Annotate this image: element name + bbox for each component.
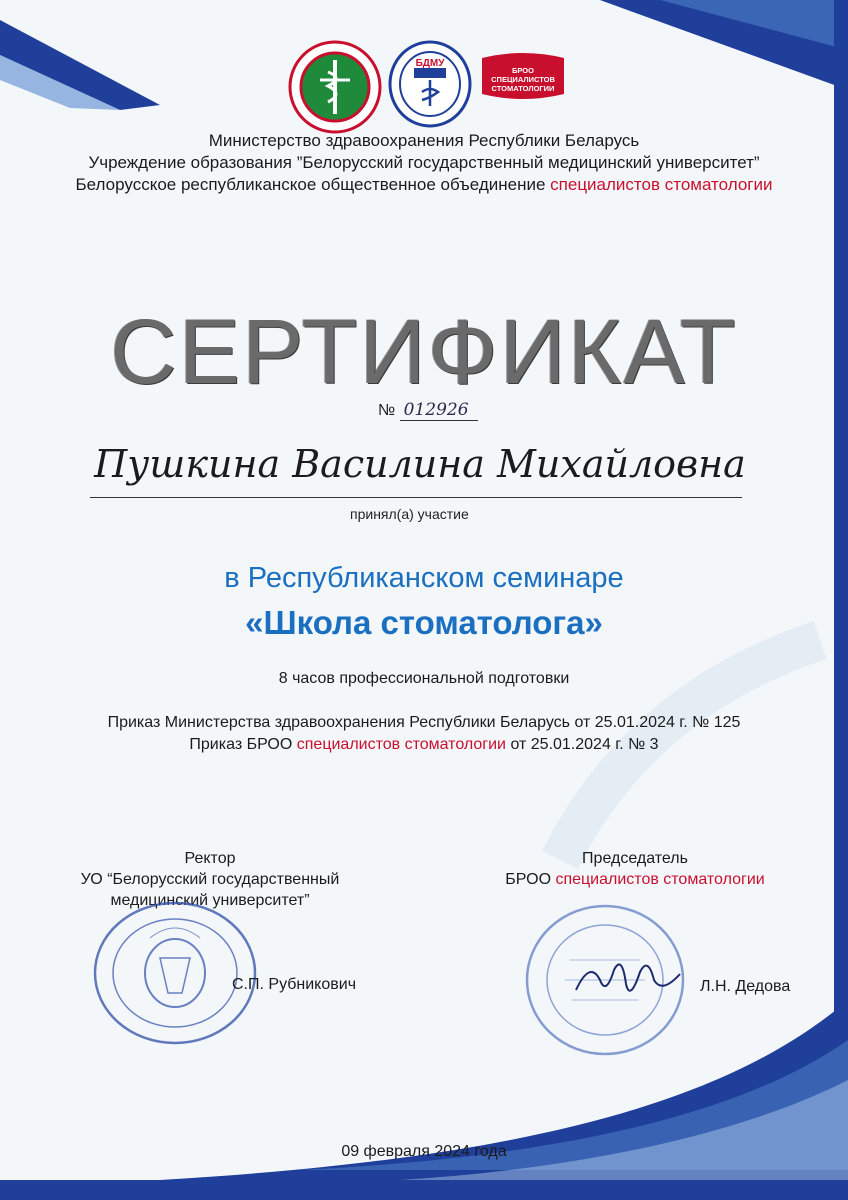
certificate-number <box>378 400 478 421</box>
bsmu-logo-text: БДМУ <box>415 58 445 69</box>
association-order-suffix: от 25.01.2024 г. № 3 <box>506 736 659 753</box>
training-hours: 8 часов профессиональной подготовки <box>278 670 570 687</box>
right-signature-org <box>440 869 830 890</box>
right-signature-name: Л.Н. Дедова <box>700 978 791 995</box>
broo-logo <box>478 52 568 100</box>
header-ministry: Министерство здравоохранения Республики Беларусь <box>208 131 640 150</box>
ministry-order: Приказ Министерства здравоохранения Республики Беларусь от 25.01.2024 г. № 125 <box>107 714 741 731</box>
left-signature-org-line2: медицинский университет” <box>110 892 310 909</box>
right-signature-role: Председатель <box>582 850 688 867</box>
association-order-accent: специалистов стоматологии <box>296 736 506 753</box>
issue-date: 09 февраля 2024 года <box>341 1143 507 1160</box>
university-stamp <box>90 898 260 1048</box>
header-association <box>0 174 848 196</box>
recipient-underline <box>90 497 742 498</box>
association-order-prefix: Приказ БРОО <box>189 736 297 753</box>
bsmu-logo <box>388 40 472 128</box>
broo-logo-text: БРОО СПЕЦИАЛИСТОВ СТОМАТОЛОГИИ <box>491 66 555 93</box>
header-association-accent: специалистов стоматологии <box>550 175 773 194</box>
header-association-prefix: Белорусское республиканское общественное объединение <box>75 175 551 194</box>
left-signature-name: С.П. Рубникович <box>232 976 357 993</box>
right-signature-org-prefix: БРОО <box>505 871 556 888</box>
handwritten-signature <box>570 950 690 1010</box>
ministry-logo <box>288 40 382 134</box>
bottom-edge-border <box>0 1180 848 1200</box>
event-line: в Республиканском семинаре <box>224 562 624 594</box>
right-signature-org-accent: специалистов стоматологии <box>555 871 765 888</box>
association-order <box>0 736 848 754</box>
certificate-title: СЕРТИФИКАТ <box>110 301 738 403</box>
recipient-caption: принял(а) участие <box>350 506 469 522</box>
left-signature-role: Ректор <box>184 850 236 867</box>
header-university: Учреждение образования ”Белорусский государственный медицинский университет” <box>88 153 760 172</box>
event-name: «Школа стоматолога» <box>245 604 603 641</box>
recipient-name: Пушкина Василина Михайловна <box>94 442 746 486</box>
number-value: 012926 <box>400 400 478 421</box>
number-label: № <box>378 402 396 419</box>
left-signature-org-line1: УО “Белорусский государственный <box>80 871 340 888</box>
